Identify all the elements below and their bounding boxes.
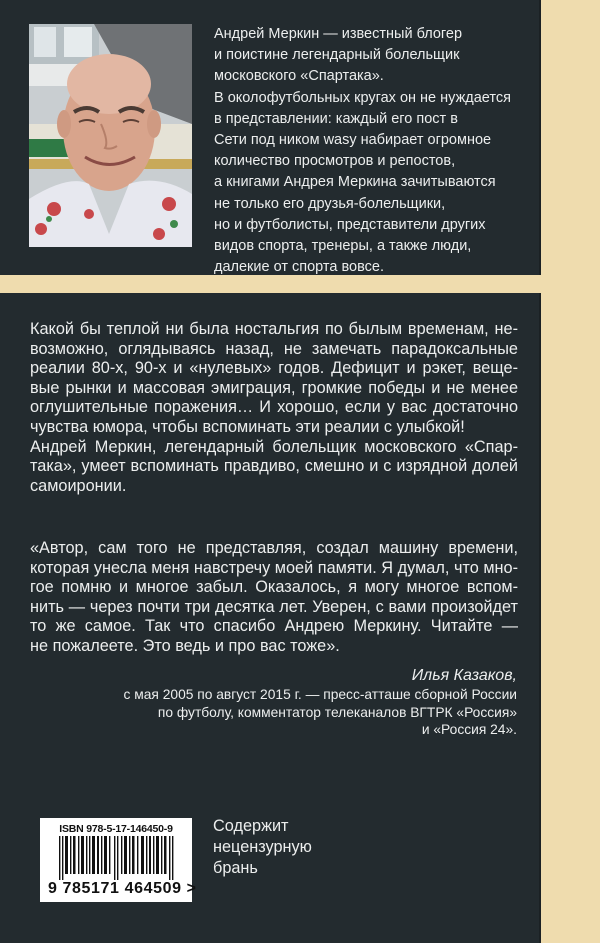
description-line: самоиронии. [30,476,127,495]
review-quote [30,539,518,657]
quote-line: не пожалеете. Это ведь и про вас тоже». [30,636,340,655]
bio-line: видов спорта, тренеры, а также люди, [214,238,472,255]
book-description [30,320,518,496]
warning-line: нецензурную [213,838,312,856]
bio-line: но и футболисты, представители других [214,216,486,233]
bio-line: московского «Спартака». [214,68,384,85]
quote-author-role: с мая 2005 по август 2015 г. — пресс-атташе сборной России [123,687,517,702]
quote-author-role: по футболу, комментатор телеканалов ВГТРК «Россия» [157,704,517,720]
quote-line: которая унесла меня навстречу моей памяти. Я думал, что мно- [30,558,518,577]
quote-line: нить — через почти три десятка лет. Уверен, с вами произойдет [30,597,518,616]
quote-line: «Автор, сам того не представляя, создал машину времени, [30,539,518,557]
quote-attribution [124,666,517,739]
profanity-warning [213,816,312,879]
bio-line: и поистине легендарный болельщик [214,47,460,64]
description-line: Какой бы теплой ни была ностальгия по былым временам, не- [30,320,518,338]
description-line: оглушительные поражения… И хорошо, если у вас достаточно [30,398,518,417]
bio-line: В околофутбольных кругах он не нуждается [214,89,511,106]
warning-line: Содержит [213,817,289,835]
barcode-icon [59,836,177,880]
description-line: така», умеет вспоминать правдиво, смешно и с изрядной долей [30,457,518,476]
warning-line: брань [213,859,258,877]
description-line: Андрей Меркин, легендарный болельщик московского «Спар- [30,437,518,456]
description-line: вые рынки и массовая эмиграция, громкие победы и не менее [30,378,518,397]
barcode-digits: 9 785171 464509 > [48,880,197,897]
bio-line: Андрей Меркин — известный блогер [214,26,463,42]
quote-author-role: и «Россия 24». [421,722,517,737]
bio-line: далекие от спорта вовсе. [214,259,384,276]
isbn-barcode [40,818,197,902]
author-bio [214,24,534,278]
bio-line: количество просмотров и репостов, [214,153,456,170]
description-line: чувства юмора, чтобы вспоминать эти реалии с улыбкой! [30,417,465,436]
isbn-label: ISBN 978-5-17-146450-9 [59,823,173,835]
bio-line: не только его друзья-болельщики, [214,195,446,212]
description-line: возможно, оглядываясь назад, не замечать парадоксальные [30,339,518,358]
description-line: реалии 80-х, 90-х и «нулевых» годов. Дефицит и рэкет, веще- [30,359,518,378]
bio-line: в представлении: каждый его пост в [214,110,458,127]
quote-author-name: Илья Казаков, [411,667,517,684]
bio-line: Сети под ником wasy набирает огромное [214,132,492,149]
bio-line: а книгами Андрея Меркина зачитываются [214,174,496,191]
author-photo [29,24,192,247]
quote-line: гое помню и многое забыл. Оказалось, я могу многое вспом- [30,578,518,597]
quote-line: то же самое. Так что спасибо Андрею Меркину. Читайте — [30,617,518,636]
